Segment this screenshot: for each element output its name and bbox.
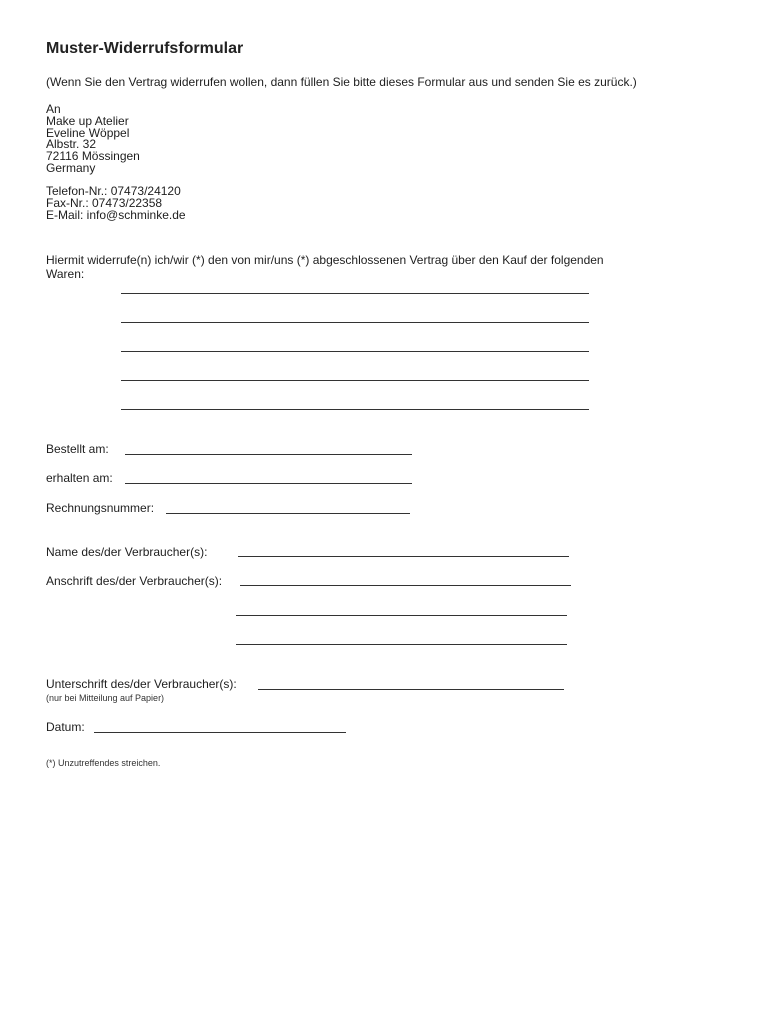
consumer-name-line[interactable] [238, 556, 569, 557]
form-title: Muster-Widerrufsformular [46, 40, 244, 57]
goods-line[interactable] [121, 351, 589, 352]
recipient-line: An [46, 102, 61, 116]
contact-block [46, 186, 186, 221]
date-line[interactable] [94, 732, 346, 733]
recipient-line: Germany [46, 160, 96, 175]
intro-text: (Wenn Sie den Vertrag widerrufen wollen, dann füllen Sie bitte dieses Formular aus und senden Sie es zurück.) [46, 75, 637, 89]
consumer-name-label: Name des/der Verbraucher(s): [46, 545, 208, 559]
consumer-address-line[interactable] [240, 585, 571, 586]
invoice-number-label: Rechnungsnummer: [46, 501, 155, 515]
signature-line[interactable] [258, 689, 564, 690]
recipient-address [46, 104, 140, 175]
ordered-on-label: Bestellt am: [46, 442, 109, 456]
goods-line[interactable] [121, 322, 589, 323]
date-label: Datum: [46, 720, 85, 734]
declaration-text-cont: Waren: [46, 267, 85, 281]
recipient-line: Make up Atelier [46, 113, 129, 128]
recipient-line: 72116 Mössingen [46, 149, 140, 164]
contact-fax: Fax-Nr.: 07473/22358 [46, 195, 163, 210]
signature-note: (nur bei Mitteilung auf Papier) [46, 693, 165, 703]
received-on-label: erhalten am: [46, 471, 113, 485]
received-on-line[interactable] [125, 483, 412, 484]
consumer-address-line[interactable] [236, 644, 567, 645]
goods-line[interactable] [121, 409, 589, 410]
consumer-address-label: Anschrift des/der Verbraucher(s): [46, 574, 223, 588]
footnote: (*) Unzutreffendes streichen. [46, 758, 161, 768]
invoice-number-line[interactable] [166, 513, 410, 514]
declaration-text: Hiermit widerrufe(n) ich/wir (*) den von mir/uns (*) abgeschlossenen Vertrag über den Kauf der folgenden [46, 253, 604, 267]
recipient-line: Albstr. 32 [46, 137, 97, 152]
contact-email: E-Mail: info@schminke.de [46, 207, 186, 222]
goods-line[interactable] [121, 293, 589, 294]
goods-line[interactable] [121, 380, 589, 381]
recipient-line: Eveline Wöppel [46, 125, 130, 140]
consumer-address-line[interactable] [236, 615, 567, 616]
signature-label: Unterschrift des/der Verbraucher(s): [46, 677, 237, 691]
contact-phone: Telefon-Nr.: 07473/24120 [46, 184, 181, 198]
ordered-on-line[interactable] [125, 454, 412, 455]
